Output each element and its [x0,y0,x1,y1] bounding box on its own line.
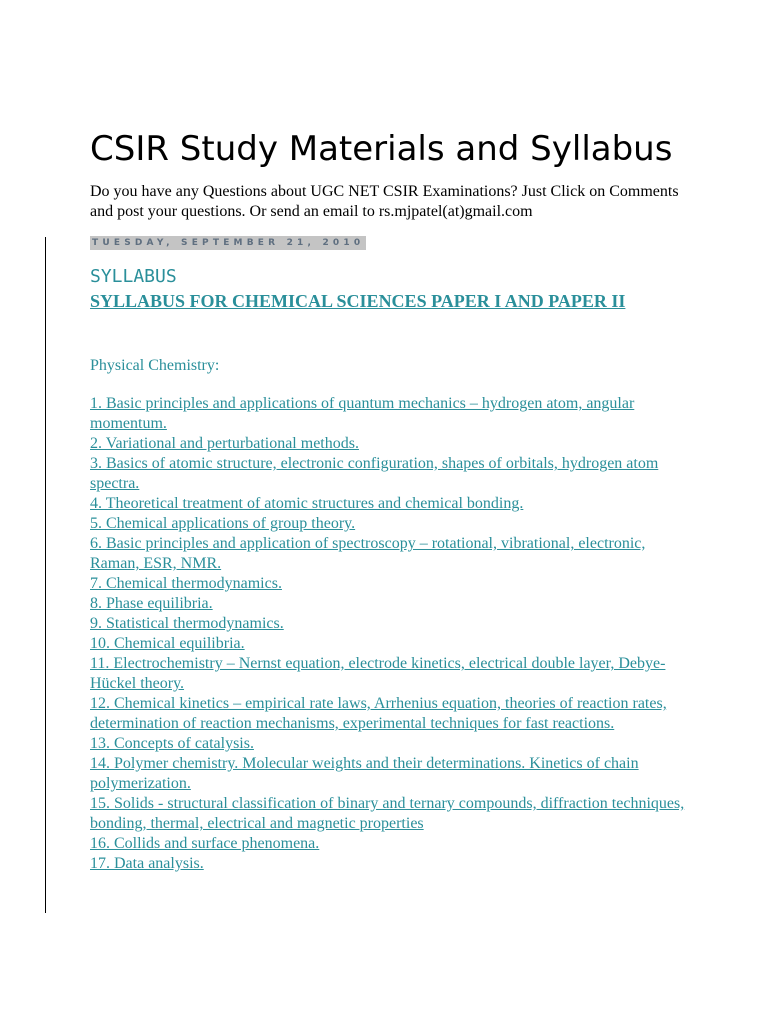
syllabus-topic-list [90,394,690,874]
left-margin-rule [45,237,46,913]
post-label-link[interactable]: SYLLABUS [90,266,177,287]
topic-item-9[interactable]: 9. Statistical thermodynamics. [90,615,284,632]
topic-item-1[interactable]: 1. Basic principles and applications of quantum mechanics – hydrogen atom, angular momentum. [90,395,635,432]
topic-item-7[interactable]: 7. Chemical thermodynamics. [90,575,282,592]
topic-item-15[interactable]: 15. Solids - structural classification of binary and ternary compounds, diffraction techniques, bonding, thermal, electrical and magnetic properties [90,795,685,832]
post-title-link[interactable]: SYLLABUS FOR CHEMICAL SCIENCES PAPER I AND PAPER II [90,291,626,311]
topic-item-8[interactable]: 8. Phase equilibria. [90,595,213,612]
topic-item-12[interactable]: 12. Chemical kinetics – empirical rate laws, Arrhenius equation, theories of reaction rates, determination of reaction mechanisms, experimental techniques for fast reactions. [90,695,667,732]
topic-item-11[interactable]: 11. Electrochemistry – Nernst equation, electrode kinetics, electrical double layer, Debye-Hückel theory. [90,655,666,692]
blog-description: Do you have any Questions about UGC NET CSIR Examinations? Just Click on Comments and post your questions. Or send an email to rs.mjpatel(at)gmail.com [90,183,679,220]
topic-item-17[interactable]: 17. Data analysis. [90,855,204,872]
section-heading: Physical Chemistry: [90,357,220,374]
topic-item-14[interactable]: 14. Polymer chemistry. Molecular weights and their determinations. Kinetics of chain polymerization. [90,755,639,792]
topic-item-2[interactable]: 2. Variational and perturbational methods. [90,435,359,452]
post-date-header: TUESDAY, SEPTEMBER 21, 2010 [92,238,365,248]
topic-item-3[interactable]: 3. Basics of atomic structure, electronic configuration, shapes of orbitals, hydrogen atom spectra. [90,455,659,492]
topic-item-16[interactable]: 16. Collids and surface phenomena. [90,835,320,852]
topic-item-5[interactable]: 5. Chemical applications of group theory. [90,515,356,532]
topic-item-4[interactable]: 4. Theoretical treatment of atomic structures and chemical bonding. [90,495,524,512]
topic-item-13[interactable]: 13. Concepts of catalysis. [90,735,254,752]
topic-item-6[interactable]: 6. Basic principles and application of spectroscopy – rotational, vibrational, electronic, Raman, ESR, NMR. [90,535,646,572]
topic-item-10[interactable]: 10. Chemical equilibria. [90,635,245,652]
blog-title: CSIR Study Materials and Syllabus [90,129,673,169]
